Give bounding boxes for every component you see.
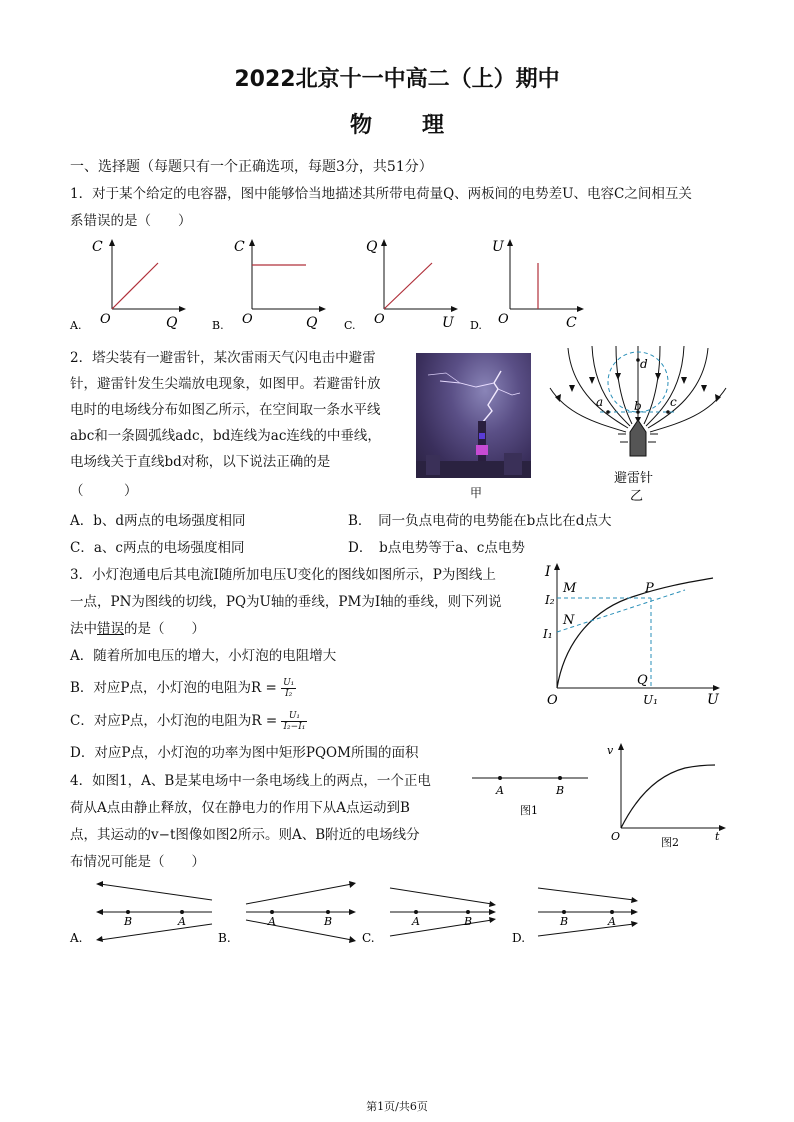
q1-graph-d-xlabel: C (566, 315, 577, 331)
label-i1: I₁ (543, 627, 553, 641)
svg-text:A: A (608, 915, 616, 928)
point-d: d (640, 357, 648, 371)
svg-text:B: B (324, 915, 333, 928)
fig2-label: 图2 (661, 836, 679, 849)
svg-text:B: B (560, 915, 569, 928)
q4-option-c (362, 888, 496, 945)
q1-graph-b (212, 239, 326, 332)
svg-text:B: B (124, 915, 133, 928)
svg-text:A: A (178, 915, 186, 928)
subject-char-2: 理 (422, 113, 445, 138)
svg-text:B: B (464, 915, 473, 928)
page-title: 2022北京十一中高二（上）期中 (234, 67, 560, 92)
q1-graph-a-ylabel: C (92, 239, 103, 255)
q4-line-4: 布情况可能是（ ） (70, 854, 205, 870)
q4-line-2: 荷从A点由静止释放，仅在静电力的作用下从A点运动到B (70, 800, 410, 816)
q1-opt-d-label: D. (470, 319, 482, 332)
q1-opt-c-label: C. (344, 319, 356, 332)
point-a: a (596, 395, 604, 409)
fig1-point-b: B (556, 784, 565, 797)
q1-graph-a-origin: O (100, 312, 111, 327)
q4-option-b (218, 881, 356, 945)
q3-error-word: 错误 (97, 621, 124, 637)
q1-graph-c-line (384, 263, 432, 309)
iu-curve (557, 578, 713, 688)
fig-yi-label: 乙 (630, 489, 644, 504)
axis-u: U (707, 692, 719, 708)
q1-graph-d (470, 239, 584, 332)
q4-fig2 (605, 740, 730, 850)
origin-o: O (547, 693, 558, 708)
q2-option-d: D． b点电势等于a、c点电势 (348, 540, 525, 556)
svg-text:A: A (412, 915, 420, 928)
q4-options (66, 878, 666, 948)
axis-i: I (545, 564, 551, 580)
q3-line-1: 3．小灯泡通电后其电流I随所加电压U变化的图线如图所示，P为图线上 (70, 567, 496, 583)
point-c: c (670, 395, 677, 409)
q1-graph-a-line (112, 263, 158, 309)
q1-graph-b-ylabel: C (234, 239, 245, 255)
q3-option-a: A．随着所加电压的增大，小灯泡的电阻增大 (70, 648, 337, 664)
svg-text:A: A (268, 915, 276, 928)
q4-line-3: 点，其运动的v−t图像如图2所示。则A、B附近的电场线分 (70, 827, 420, 843)
q1-graph-a-xlabel: Q (166, 315, 178, 331)
q4-option-c-label: C. (362, 931, 375, 945)
point-p: P (645, 581, 654, 596)
subject-title (0, 108, 794, 139)
point-q: Q (637, 673, 648, 688)
q1-graph-d-ylabel: U (492, 239, 504, 255)
q3-line-3: 法中错误的是（ ） (70, 621, 205, 637)
point-b: b (634, 399, 642, 413)
q1-graph-c-origin: O (374, 312, 385, 327)
q1-line-1: 1．对于某个给定的电容器，图中能够恰当地描述其所带电荷量Q、两板间的电势差U、电容C之间相互关 (70, 186, 692, 202)
label-i2: I₂ (545, 593, 555, 607)
q2-line-2: 针，避雷针发生尖端放电现象，如图甲。若避雷针放 (70, 376, 381, 392)
q3-option-d: D．对应P点，小灯泡的功率为图中矩形PQOM所围的面积 (70, 745, 419, 761)
fig2-origin: O (611, 830, 621, 843)
point-n: N (563, 613, 575, 628)
q1-graph-c-ylabel: Q (366, 239, 378, 255)
q4-option-a-label: A. (70, 931, 83, 945)
q1-graph-d-origin: O (498, 312, 509, 327)
q2-option-b: B． 同一负点电荷的电势能在b点比在d点大 (348, 513, 612, 529)
q3-option-b: B．对应P点，小灯泡的电阻为R = $\frac{\text{U₁}}{\text{I₂}}$ (70, 678, 295, 699)
section-heading: 一、选择题（每题只有一个正确选项，每题3分，共51分） (70, 159, 433, 175)
q4-option-b-label: B. (218, 931, 231, 945)
page-footer: 第1页/共6页 (366, 1100, 428, 1113)
q4-fig1 (470, 770, 590, 820)
q2-option-a: A．b、d两点的电场强度相同 (70, 513, 246, 529)
q3-option-c: C．对应P点，小灯泡的电阻为R = $\frac{\text{U₁}}{\text{I₂−I₁}}$ (70, 711, 306, 732)
q2-line-4: abc和一条圆弧线adc，bd连线为ac连线的中垂线， (70, 428, 381, 444)
q4-option-a (69, 881, 212, 945)
fig-jia-label: 甲 (470, 486, 483, 500)
q1-graph-a (69, 239, 186, 332)
q4-option-d-label: D. (512, 931, 526, 945)
fig1-label: 图1 (520, 804, 538, 817)
q1-graphs (66, 235, 606, 335)
q1-graph-b-origin: O (242, 312, 253, 327)
q2-line-6: （ ） (70, 483, 138, 499)
vt-curve (621, 765, 715, 828)
lightning-rod-label: 避雷针 (614, 471, 654, 486)
q4-option-d (512, 888, 638, 945)
q1-graph-b-xlabel: Q (306, 315, 318, 331)
q2-line-5: 电场线关于直线bd对称，以下说法正确的是 (70, 454, 331, 470)
iu-graph (535, 560, 725, 710)
subject-char-1: 物 (349, 113, 372, 138)
q4-line-1: 4．如图1，A、B是某电场中一条电场线上的两点，一个正电 (70, 773, 431, 789)
q2-line-3: 电时的电场线分布如图乙所示，在空间取一条水平线 (70, 402, 381, 418)
q3-line-2: 一点，PN为图线的切线，PQ为U轴的垂线，PM为I轴的垂线，则下列说 (70, 594, 502, 610)
fig1-point-a: A (496, 784, 504, 797)
q1-opt-a-label: A. (70, 319, 82, 332)
fig2-axis-v: v (607, 744, 614, 757)
fig2-axis-t: t (715, 830, 720, 843)
field-lines-figure (548, 344, 728, 504)
label-u1: U₁ (643, 693, 658, 707)
point-m: M (563, 581, 577, 596)
q2-line-1: 2．塔尖装有一避雷针，某次雷雨天气闪电击中避雷 (70, 350, 376, 366)
q1-line-2: 系错误的是（ ） (70, 213, 192, 229)
q1-graph-c (344, 239, 458, 332)
tangent-line (557, 590, 685, 632)
lightning-photo (416, 353, 531, 478)
q1-graph-c-xlabel: U (442, 315, 454, 331)
q2-option-c: C．a、c两点的电场强度相同 (70, 540, 245, 556)
lightning-illustration (416, 353, 531, 478)
q1-opt-b-label: B. (212, 319, 224, 332)
